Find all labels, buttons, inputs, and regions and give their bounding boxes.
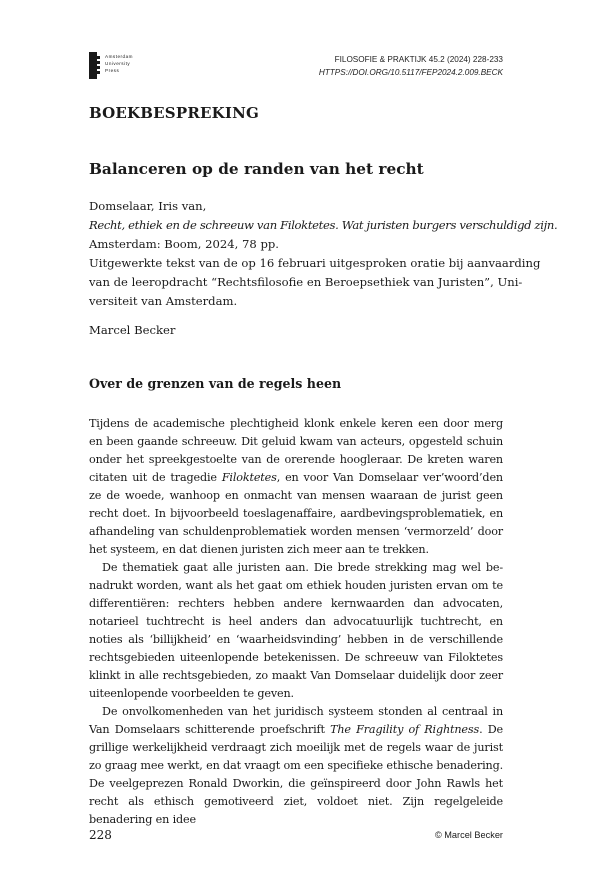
paragraph-text: . De grillige werkelijkheid verdraagt zich moeilijk met de regels waar de jurist zo graag mee werkt, en dat vraagt om een specifieke ethische benadering. De veelgeprezen Ronald Dworkin, die geïnspireerd door John Rawls het recht als ethisch gemotiveerd ziet, voldoet niet. Zijn regelgeleide benadering en idee <box>89 723 504 826</box>
section-label: BOEKBESPREKING <box>89 104 259 122</box>
book-note-line: versiteit van Amsterdam. <box>89 294 238 308</box>
publisher-logo-mark-icon <box>89 52 97 79</box>
emphasis-text: Filoktetes <box>221 471 277 484</box>
running-header <box>319 53 503 79</box>
publisher-logo-line: Amsterdam <box>105 54 133 59</box>
doi-link[interactable]: HTTPS://DOI.ORG/10.5117/FEP2024.2.009.BECK <box>318 68 503 77</box>
paragraph <box>89 703 503 829</box>
body-text <box>89 415 503 829</box>
section-heading: Over de grenzen van de regels heen <box>89 376 342 391</box>
book-title: Recht, ethiek en de schreeuw van Filoktetes. Wat juristen burgers verschuldigd zijn. <box>89 218 558 232</box>
book-note-line: van de leeropdracht “Rechtsfilosofie en Beroepsethiek van Juristen”, Uni- <box>89 275 523 289</box>
reviewer-name: Marcel Becker <box>89 323 176 337</box>
paragraph-text: , en voor Van Domselaar ver’woord’den ze de woede, wanhoop en onmacht van mensen waaraan de jurist geen recht doet. In bijvoorbeeld toeslagenaffaire, aardbevingsproblematiek, en afhandeling van schuldenproblematiek worden mensen ‘vermorzeld’ door het systeem, en dat dienen juristen zich meer aan te trekken. <box>89 471 503 556</box>
book-publication: Amsterdam: Boom, 2024, 78 pp. <box>89 237 279 251</box>
book-author: Domselaar, Iris van, <box>89 199 207 213</box>
publisher-logo-line: Press <box>105 68 120 73</box>
publisher-logo <box>89 52 133 79</box>
copyright-notice: © Marcel Becker <box>434 830 503 840</box>
paragraph-text: De onvolkomenheden van het juridisch systeem stonden al centraal in Van Domselaars schitterende proefschrift <box>89 705 503 736</box>
journal-citation: FILOSOFIE & PRAKTIJK 45.2 (2024) 228-233 <box>334 55 503 64</box>
paragraph: De thematiek gaat alle juristen aan. Die brede strekking mag wel be-nadrukt worden, want als het gaat om ethiek houden juristen ervan om te differentiëren: rechters hebben andere kernwaarden dan advocaten, notarieel tuchtrecht is heel anders dan advocatuurlijk tuchtrecht, en noties als ‘billijkheid’ en ‘waarheidsvinding’ hebben in de verschillende rechtsgebieden uiteenlopende betekenissen. De schreeuw van Filoktetes klinkt in alle rechtsgebieden, zo maakt Van Domselaar duidelijk door zeer uiteenlopende voorbeelden te geven. <box>89 561 503 700</box>
publisher-logo-line: University <box>105 61 131 66</box>
page-number: 228 <box>89 828 112 842</box>
book-note-line: Uitgewerkte tekst van de op 16 februari uitgesproken oratie bij aanvaarding <box>89 256 541 270</box>
emphasis-text: The Fragility of Rightness <box>330 723 480 736</box>
bibliographic-entry <box>89 197 558 311</box>
paragraph <box>89 415 503 559</box>
publisher-logo-text <box>105 53 133 74</box>
review-title: Balanceren op de randen van het recht <box>89 160 424 178</box>
paragraph-text: Tijdens de academische plechtigheid klonk enkele keren een door merg en been gaande schreeuw. Dit geluid kwam van acteurs, opgesteld schuin onder het spreekgestoelte van de orerende hoogleraar. De kreten waren citaten uit de tragedie <box>89 417 503 484</box>
